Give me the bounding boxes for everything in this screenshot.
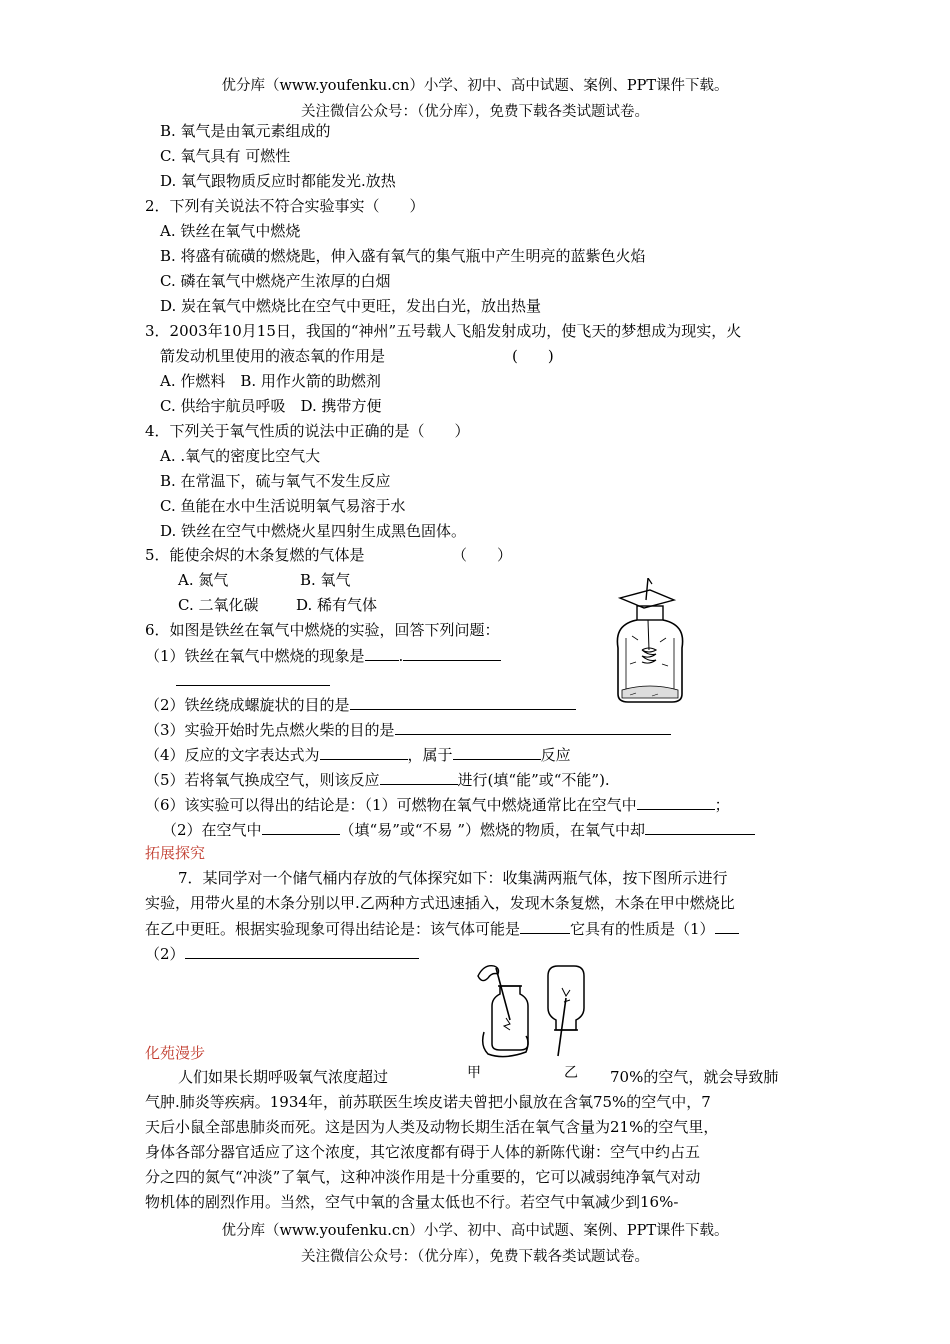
q4-option-d: D. 铁丝在空气中燃烧火星四射生成黑色固体。 — [160, 522, 467, 540]
q6-part-6-second — [162, 819, 755, 840]
figure-label-yi: 乙 — [564, 1065, 578, 1081]
q7-line-3-property: 它具有的性质是（1） — [570, 920, 715, 938]
q4-option-b: B. 在常温下，硫与氧气不发生反应 — [160, 472, 391, 490]
q7-gas-blank[interactable] — [520, 918, 570, 934]
q6-part-3-blank[interactable] — [395, 719, 671, 735]
q7-line-1: 7．某同学对一个储气桶内存放的气体探究如下：收集满两瓶气体，按下图所示进行 — [178, 869, 728, 887]
q6-part-1-blank-c[interactable] — [176, 670, 330, 686]
q6-part-5-label: （5）若将氧气换成空气，则该反应 — [145, 771, 380, 789]
q6-part-4-blank-a[interactable] — [320, 744, 408, 760]
q5-option-c: C. 二氧化碳 — [178, 596, 259, 614]
passage-line-1-start: 人们如果长期呼吸氧气浓度超过 — [178, 1068, 389, 1086]
q4-stem: 4．下列关于氧气性质的说法中正确的是（ ） — [145, 422, 470, 440]
q2-stem: 2．下列有关说法不符合实验事实（ ） — [145, 197, 425, 215]
q7-line-4-label: （2） — [145, 945, 185, 963]
q5-option-b: B. 氧气 — [300, 571, 351, 589]
q6-part-3 — [145, 719, 671, 740]
q6-part-5 — [145, 769, 610, 790]
q7-property-2-blank[interactable] — [185, 943, 419, 959]
q2-option-d: D. 炭在氧气中燃烧比在空气中更旺，发出白光，放出热量 — [160, 297, 542, 315]
gas-bottle-test-icon — [470, 958, 590, 1060]
footer-line-1: 优分库（www.youfenku.cn）小学、初中、高中试题、案例、PPT课件下载。 — [221, 1223, 729, 1239]
figure-label-jia: 甲 — [467, 1065, 481, 1081]
q6-part-2-blank[interactable] — [350, 694, 576, 710]
q3-answer-paren: ( ) — [512, 347, 554, 365]
section-heading-walk: 化苑漫步 — [145, 1044, 206, 1062]
q3-options-cd: C. 供给宇航员呼吸 D. 携带方便 — [160, 397, 382, 415]
q6-stem: 6．如图是铁丝在氧气中燃烧的实验，回答下列问题： — [145, 621, 500, 639]
q4-option-a: A. .氧气的密度比空气大 — [160, 447, 321, 465]
q6-part-2 — [145, 694, 576, 715]
q6-part-5-blank[interactable] — [380, 769, 458, 785]
q6-part-2-label: （2）铁丝绕成螺旋状的目的是 — [145, 696, 350, 714]
q1-option-b: B. 氧气是由氧元素组成的 — [160, 122, 331, 140]
q2-option-c: C. 磷在氧气中燃烧产生浓厚的白烟 — [160, 272, 391, 290]
section-heading-extend: 拓展探究 — [145, 844, 206, 862]
q7-line-3 — [145, 918, 739, 939]
q5-option-d: D. 稀有气体 — [296, 596, 378, 614]
q4-option-c: C. 鱼能在水中生活说明氧气易溶于水 — [160, 497, 406, 515]
q2-option-b: B. 将盛有硫磺的燃烧匙，伸入盛有氧气的集气瓶中产生明亮的蓝紫色火焰 — [160, 247, 646, 265]
header-line-2: 关注微信公众号：（优分库），免费下载各类试题试卷。 — [301, 104, 649, 120]
q7-property-1-blank[interactable] — [715, 918, 739, 934]
q3-stem-line1: 3．2003年10月15日，我国的“神州”五号载人飞船发射成功，使飞天的梦想成为现实，火 — [145, 322, 742, 340]
iron-wire-burning-jar-icon — [612, 578, 696, 706]
q6-part-6-label: （6）该实验可以得出的结论是：（1）可燃物在氧气中燃烧通常比在空气中 — [145, 796, 637, 814]
q6-part-6-blank-a[interactable] — [637, 794, 715, 810]
passage-line-3: 天后小鼠全部患肺炎而死。这是因为人类及动物长期生活在氧气含量为21%的空气里， — [145, 1118, 719, 1136]
q5-option-a: A. 氮气 — [178, 571, 229, 589]
q6-part-6-second-mid: （填“易”或“不易 ”）燃烧的物质，在氧气中却 — [339, 821, 645, 839]
q2-option-a: A. 铁丝在氧气中燃烧 — [160, 222, 301, 240]
q6-part-6-blank-b[interactable] — [262, 819, 340, 835]
q6-part-1-blank-a[interactable] — [365, 645, 399, 661]
q6-part-6-blank-c[interactable] — [645, 819, 755, 835]
q6-part-4-label: （4）反应的文字表达式为 — [145, 746, 320, 764]
q6-part-1-dot: . — [398, 647, 404, 665]
q6-part-6 — [145, 794, 730, 815]
q6-part-3-label: （3）实验开始时先点燃火柴的目的是 — [145, 721, 395, 739]
q6-part-1-continuation — [176, 670, 330, 691]
q5-stem: 5．能使余烬的木条复燃的气体是 — [145, 546, 365, 564]
q6-part-6-second-label: （2）在空气中 — [162, 821, 262, 839]
footer-line-2: 关注微信公众号：（优分库），免费下载各类试题试卷。 — [301, 1249, 649, 1265]
q6-part-1 — [145, 645, 501, 666]
q6-part-4 — [145, 744, 571, 765]
q6-part-1-label: （1）铁丝在氧气中燃烧的现象是 — [145, 647, 365, 665]
q7-line-2: 实验，用带火星的木条分别以甲.乙两种方式迅速插入，发现木条复燃，木条在甲中燃烧比 — [145, 894, 735, 912]
q7-line-3-text: 在乙中更旺。根据实验现象可得出结论是：该气体可能是 — [145, 920, 521, 938]
q3-stem-line2: 箭发动机里使用的液态氧的作用是 — [160, 347, 386, 365]
passage-line-1-end: 70%的空气，就会导致肺 — [610, 1068, 779, 1086]
q6-part-4-blank-b[interactable] — [453, 744, 541, 760]
q5-answer-paren: （ ） — [452, 546, 513, 564]
q6-part-4-mid: ，属于 — [407, 746, 453, 764]
passage-line-6: 物机体的剧烈作用。当然，空气中氧的含量太低也不行。若空气中氧减少到16%- — [145, 1193, 679, 1211]
q1-option-c: C. 氧气具有 可燃性 — [160, 147, 291, 165]
passage-line-5: 分之四的氮气“冲淡”了氧气，这种冲淡作用是十分重要的，它可以减弱纯净氧气对动 — [145, 1168, 701, 1186]
q6-part-6-semicolon: ； — [714, 796, 730, 814]
q6-part-1-blank-b[interactable] — [403, 645, 501, 661]
header-line-1: 优分库（www.youfenku.cn）小学、初中、高中试题、案例、PPT课件下载。 — [221, 78, 729, 94]
q7-line-4 — [145, 943, 419, 964]
q1-option-d: D. 氧气跟物质反应时都能发光.放热 — [160, 172, 396, 190]
q6-part-5-end: 进行(填“能”或“不能”). — [457, 771, 610, 789]
passage-line-2: 气肿.肺炎等疾病。1934年，前苏联医生埃皮诺夫曾把小鼠放在含氧75%的空气中，7 — [145, 1093, 711, 1111]
q6-part-4-end: 反应 — [540, 746, 571, 764]
passage-line-4: 身体各部分器官适应了这个浓度，其它浓度都有碍于人体的新陈代谢：空气中约占五 — [145, 1143, 701, 1161]
q3-options-ab: A. 作燃料 B. 用作火箭的助燃剂 — [160, 372, 381, 390]
